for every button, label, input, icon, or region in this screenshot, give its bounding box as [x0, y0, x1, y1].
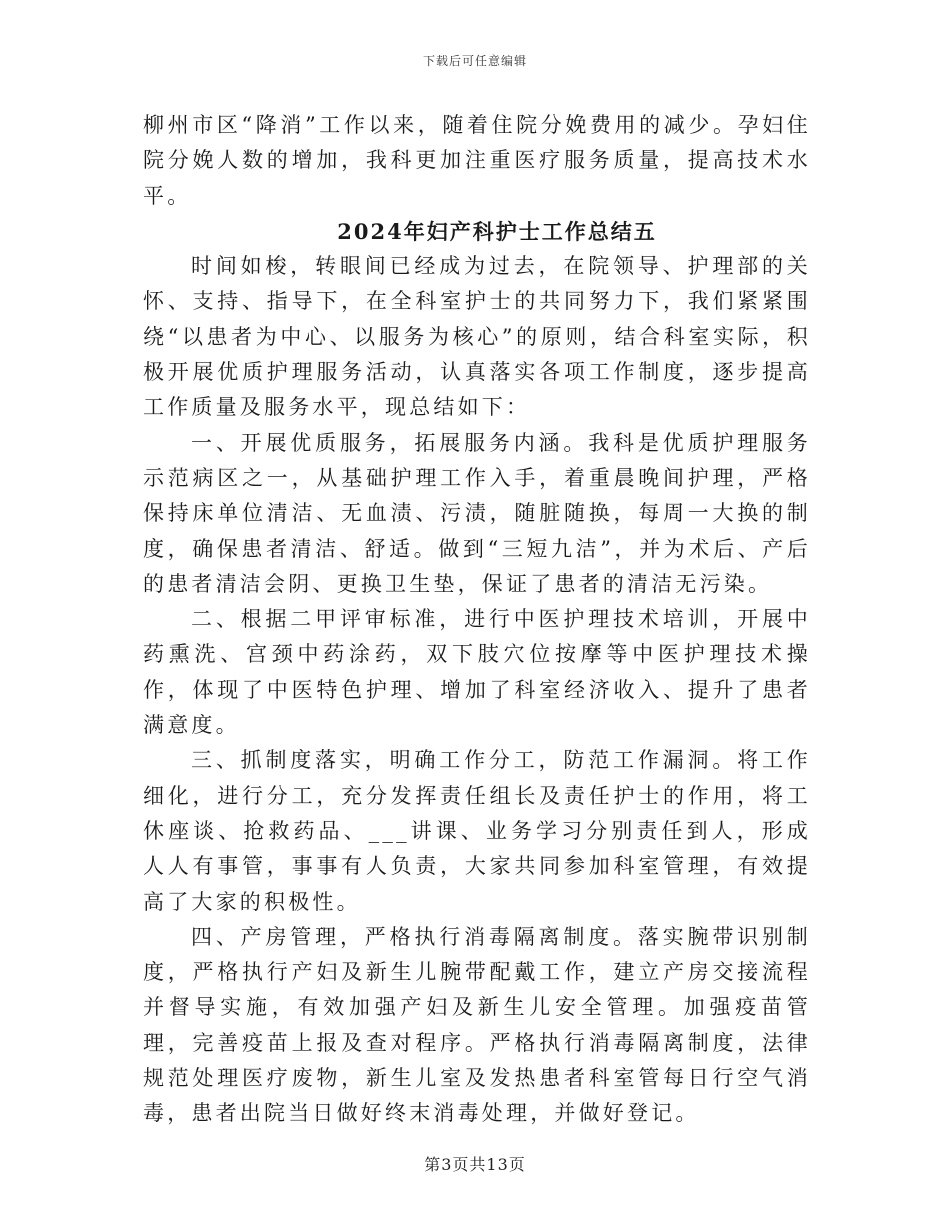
page-number: 第3页共13页 — [424, 1155, 526, 1174]
paragraph-item-4: 四、产房管理，严格执行消毒隔离制度。落实腕带识别制度，严格执行产妇及新生儿腕带配戴工作，建立产房交接流程并督导实施，有效加强产妇及新生儿安全管理。加强疫苗管理，完善疫苗上报及查对程序。严格执行消毒隔离制度，法律规范处理医疗废物，新生儿室及发热患者科室管每日行空气消毒，患者出院当日做好终末消毒处理，并做好登记。 — [143, 924, 811, 1126]
intro-paragraph: 柳州市区“降消”工作以来，随着住院分娩费用的减少。孕妇住院分娩人数的增加，我科更加注重医疗服务质量，提高技术水平。 — [143, 113, 811, 208]
paragraph-item-1: 一、开展优质服务，拓展服务内涵。我科是优质护理服务示范病区之一，从基础护理工作入手，着重晨晚间护理，严格保持床单位清洁、无血渍、污渍，随脏随换，每周一大换的制度，确保患者清洁、舒适。做到“三短九洁”，并为术后、产后的患者清洁会阴、更换卫生垫，保证了患者的清洁无污染。 — [143, 430, 811, 596]
section-title: 2024年妇产科护士工作总结五 — [337, 218, 657, 244]
paragraph-summary: 时间如梭，转眼间已经成为过去，在院领导、护理部的关怀、支持、指导下，在全科室护士的共同努力下，我们紧紧围绕“以患者为中心、以服务为核心”的原则，结合科室实际，积极开展优质护理服务活动，认真落实各项工作制度，逐步提高工作质量及服务水平，现总结如下： — [143, 254, 811, 420]
paragraph-item-3: 三、抓制度落实，明确工作分工，防范工作漏洞。将工作细化，进行分工，充分发挥责任组长及责任护士的作用，将工休座谈、抢救药品、___讲课、业务学习分别责任到人，形成人人有事管，事事有人负责，大家共同参加科室管理，有效提高了大家的积极性。 — [143, 748, 811, 914]
paragraph-item-2: 二、根据二甲评审标准，进行中医护理技术培训，开展中药熏洗、宫颈中药涂药，双下肢穴位按摩等中医护理技术操作，体现了中医特色护理、增加了科室经济收入、提升了患者满意度。 — [143, 607, 811, 738]
document-body — [143, 108, 811, 1132]
header-note: 下载后可任意编辑 — [422, 54, 527, 68]
